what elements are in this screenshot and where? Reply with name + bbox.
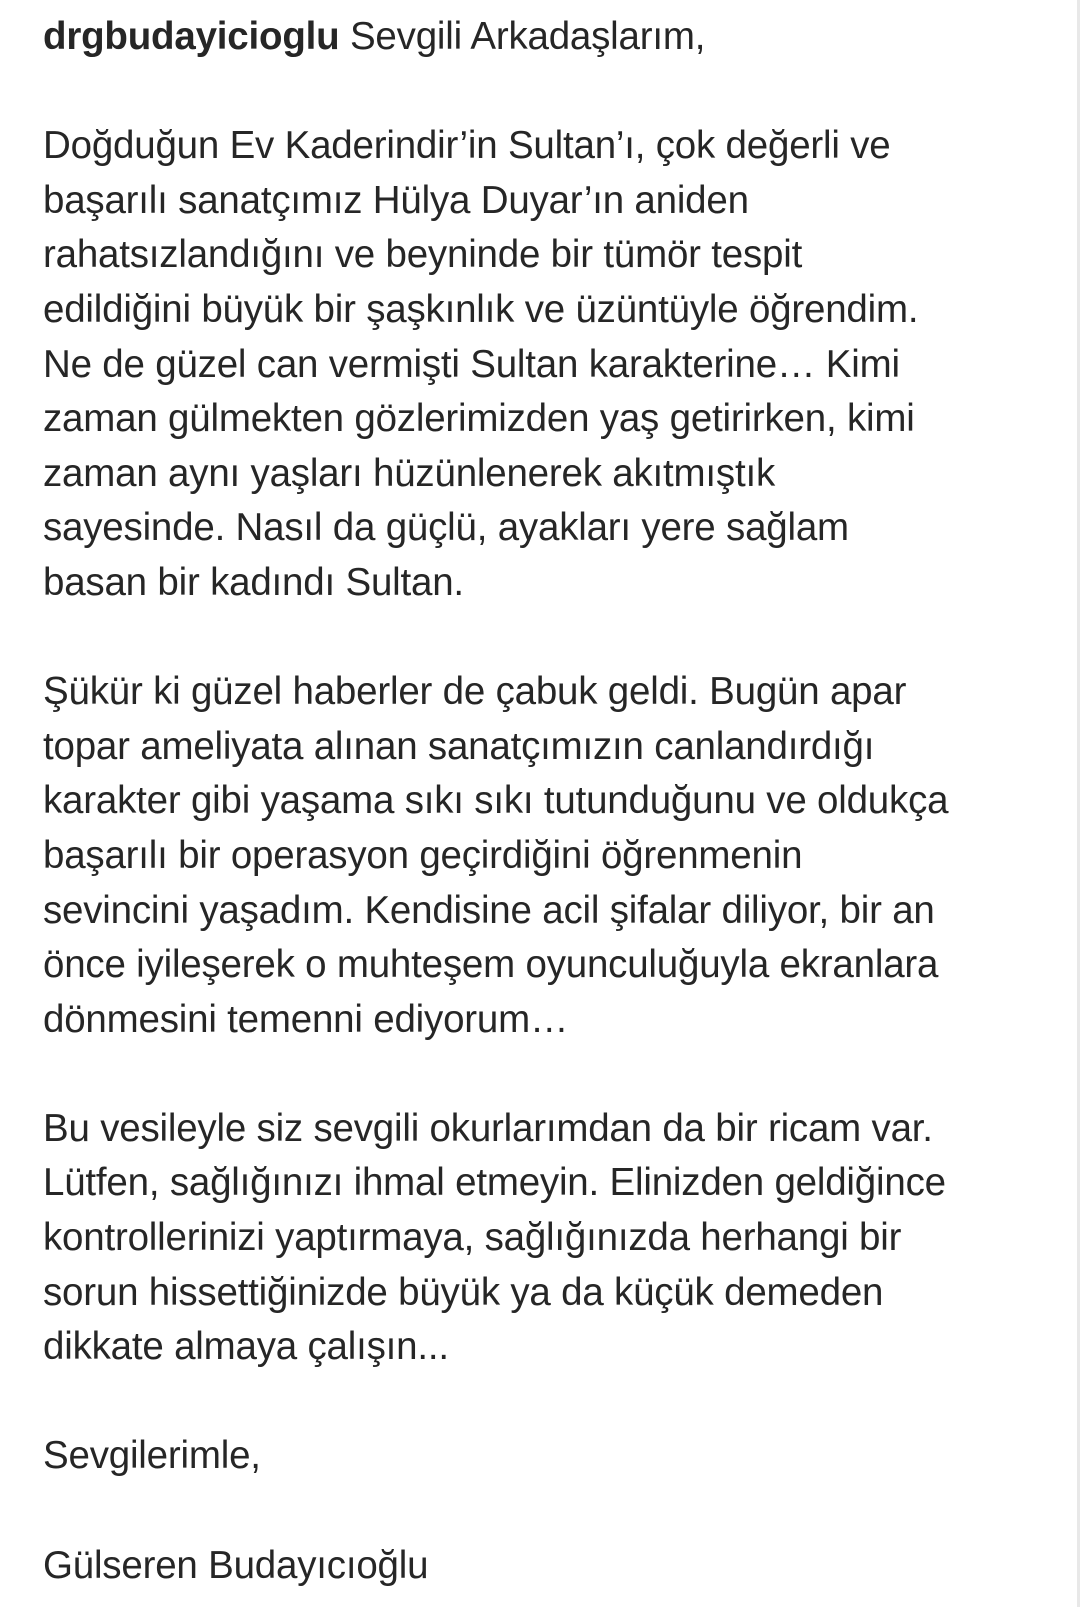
text-line: Lütfen, sağlığınızı ihmal etmeyin. Elinizden geldiğince [43, 1161, 946, 1205]
text-line: rahatsızlandığını ve beyninde bir tümör tespit [43, 233, 803, 277]
text-line: zaman gülmekten gözlerimizden yaş getirirken, kimi [43, 397, 915, 441]
signature-line [43, 1539, 1043, 1594]
text-line: sorun hissettiğinizde büyük ya da küçük demeden [43, 1270, 884, 1314]
text-line: sayesinde. Nasıl da güçlü, ayakları yere sağlam [43, 506, 849, 550]
text-line: Bu vesileyle siz sevgili okurlarımdan da bir ricam var. [43, 1106, 933, 1150]
text-line: başarılı sanatçımız Hülya Duyar’ın aniden [43, 178, 749, 222]
closing-text: Sevgilerimle, [43, 1434, 261, 1478]
text-line: topar ameliyata alınan sanatçımızın canlandırdığı [43, 724, 875, 768]
text-line: sevincini yaşadım. Kendisine acil şifalar diliyor, bir an [43, 888, 935, 932]
post-caption [43, 10, 1043, 1593]
text-line: Ne de güzel can vermişti Sultan karakterine… Kimi [43, 342, 900, 386]
paragraph-1 [43, 119, 1043, 610]
text-line: zaman aynı yaşları hüzünlenerek akıtmıştık [43, 451, 775, 495]
closing-line [43, 1429, 1043, 1484]
paragraph-gap [43, 1484, 1043, 1539]
paragraph-gap [43, 611, 1043, 666]
caption-first-line [43, 10, 1043, 65]
paragraph-gap [43, 65, 1043, 120]
text-line: başarılı bir operasyon geçirdiğini öğrenmenin [43, 833, 803, 877]
text-line: edildiğini büyük bir şaşkınlık ve üzüntüyle öğrendim. [43, 287, 919, 331]
text-line: dönmesini temenni ediyorum… [43, 997, 569, 1041]
paragraph-gap [43, 1047, 1043, 1102]
signature-text: Gülseren Budayıcıoğlu [43, 1543, 429, 1587]
paragraph-2 [43, 665, 1043, 1047]
text-line: Doğduğun Ev Kaderindir’in Sultan’ı, çok değerli ve [43, 124, 891, 168]
paragraph-3 [43, 1102, 1043, 1375]
text-line: basan bir kadındı Sultan. [43, 560, 464, 604]
username-link[interactable]: drgbudayicioglu [43, 15, 340, 58]
greeting-text: Sevgili Arkadaşlarım, [349, 15, 706, 58]
text-line: Şükür ki güzel haberler de çabuk geldi. Bugün apar [43, 670, 907, 714]
text-line: önce iyileşerek o muhteşem oyunculuğuyla ekranlara [43, 943, 939, 987]
text-line: dikkate almaya çalışın... [43, 1325, 449, 1369]
text-line: karakter gibi yaşama sıkı sıkı tutunduğunu ve oldukça [43, 779, 949, 823]
paragraph-gap [43, 1375, 1043, 1430]
text-line: kontrollerinizi yaptırmaya, sağlığınızda herhangi bir [43, 1216, 902, 1260]
